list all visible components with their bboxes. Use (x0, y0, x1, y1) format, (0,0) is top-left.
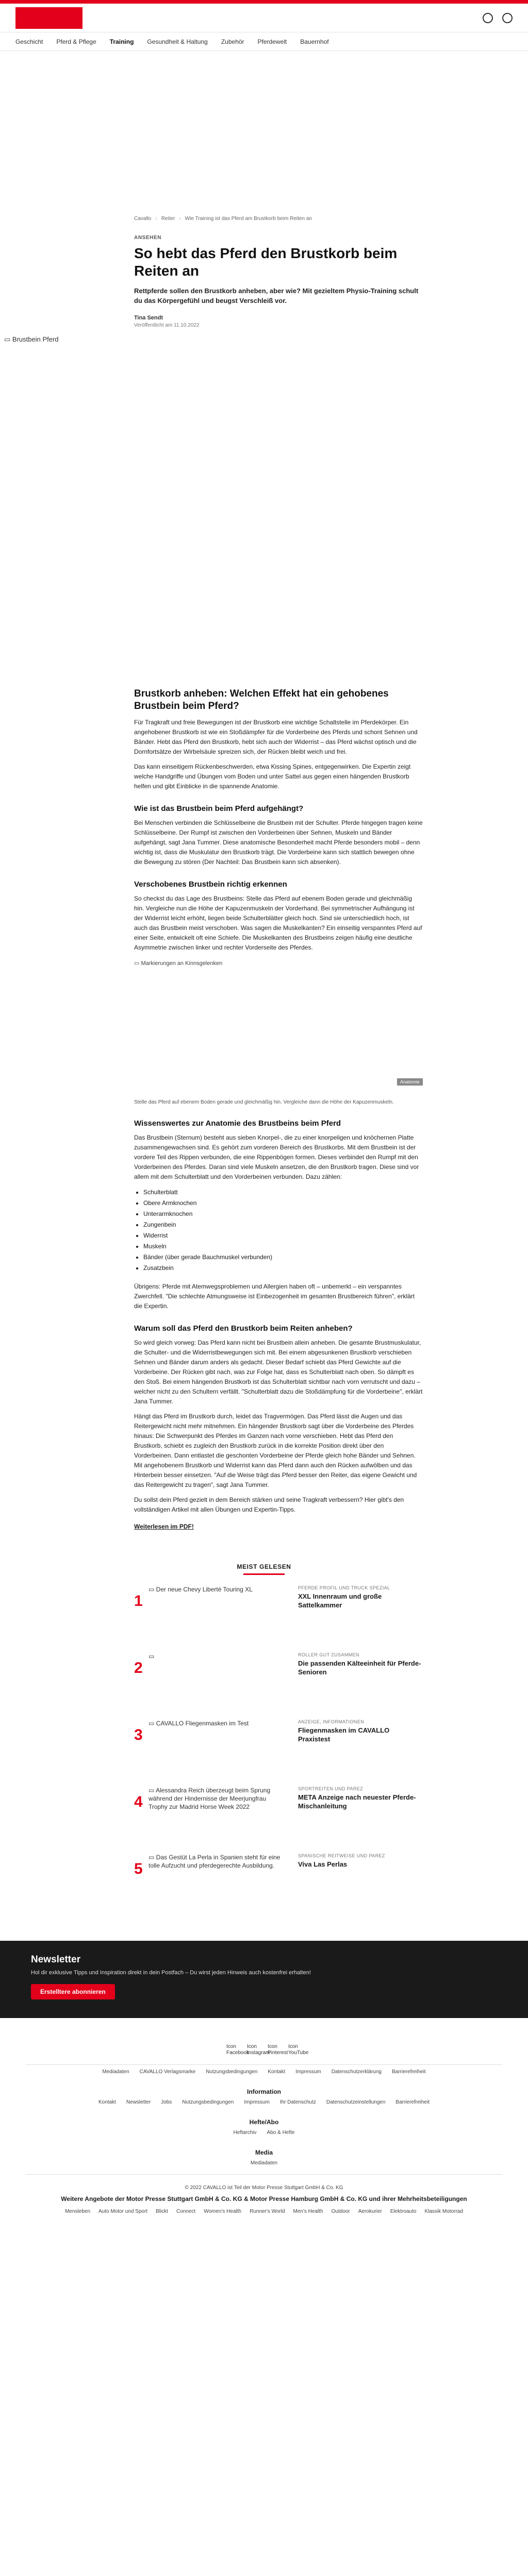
most-read-text (298, 1719, 422, 1743)
footer-media (0, 2149, 528, 2166)
breadcrumb (134, 216, 423, 222)
inline-image-alt: Markierungen an Kinnsgelenken (141, 960, 223, 967)
most-read-title: MEIST GELESEN (237, 1563, 291, 1570)
most-read-image[interactable]: ▭ (148, 1653, 155, 1660)
most-read-number: 3 (134, 1726, 143, 1743)
footer-section-title: Media (255, 2149, 273, 2156)
legal-notice: Weitere Angebote der Motor Presse Stuttgart GmbH & Co. KG & Motor Presse Hamburg GmbH & Co. KG und ihrer Mehrheitsbeteiligungen (61, 2195, 467, 2202)
newsletter-title: Newsletter (31, 1954, 81, 1965)
list-item: • Muskeln (143, 1241, 423, 1252)
paragraph: So checkst du das Lage des Brustbeins: Stelle das Pferd auf ebenem Boden gerade und gleichmäßig hin. Vergleiche nun die Höhe der Kapuzenmuskeln der Vorderhand. Bei symmetrischer Aufhängung ist der Widerrist leicht erhöht, liegen beide Schulterblätter gleich hoch. Sind sie unterschiedlich hoch, ist auch das Brustbein meist verschoben. Was sagen die Muskelkanten? Ein einseitig verspanntes Pferd auf einer Seite, entwickelt oft eine Schiefe. Die Muskelkanten des Brustbeins zeigen häufig eine deutliche Asymmetrie zwischen linker und rechter Vorderseite des Pferdes. (134, 895, 422, 951)
newsletter-subscribe-button[interactable]: Erstelltere abonnieren (31, 1984, 115, 1999)
list-item: • Zusatzbein (143, 1263, 423, 1274)
breadcrumb-current: Wie Training ist das Pferd am Brustkorb beim Reiten an (185, 216, 312, 222)
most-read-image-alt: Der neue Chevy Liberté Touring XL (156, 1586, 253, 1593)
list-item: • Obere Armknochen (143, 1198, 423, 1209)
most-read-category: PFERDE PROFIL UND TRUCK SPEZIAL (298, 1585, 390, 1590)
read-more-link[interactable]: Weiterlesen im PDF! (134, 1523, 194, 1530)
hero-alt-text: Brustbein Pferd (12, 335, 59, 343)
footer-link[interactable]: Mediadaten (102, 2069, 129, 2075)
user-icon[interactable] (502, 13, 513, 23)
social-links (0, 2044, 528, 2056)
partner-link[interactable]: Klassik Motorrad (424, 2209, 463, 2214)
most-read-text (298, 1786, 422, 1810)
footer-link[interactable]: Impressum (295, 2069, 321, 2075)
footer-link[interactable]: Barrierefreiheit (395, 2099, 430, 2105)
paragraph: Für Tragkraft und freie Bewegungen ist der Brustkorb eine wichtige Schaltstelle im Pferdekörper. Ein angehobener Brustkorb ist wie ein Stoßdämpfer für die Vorderbeine des Pferds und schont Sehnen und Bänder. Hebt das Pferd den Brustkorb, hebt sich auch der Widerrist – das Pferd wächst optisch und die Dornfortsätze der Wirbelsäule spreizen sich, der Rücken bleibt weich und frei. (134, 719, 418, 755)
hero-image-alt: ▭ Brustbein Pferd (4, 335, 59, 343)
nav-item-5[interactable]: Pferdewelt (257, 38, 287, 45)
paragraph: Bei Menschen verbinden die Schlüsselbeine die Brustbein mit der Schulter. Pferde hingegen tragen keine Schlüsselbeine. Der Rumpf ist zwischen den Vorderbeinen über Sehnen, Muskeln und Bänder aufgehängt, sagt Jana Tummer. Diese anatomische Besonderheit macht Pferde besonders mobil – denn wichtig ist, dass die Muskulatur den Brustkorb trägt. Die Vorderbeine kann sich stattlich bewegen ohne die Bewegung zu stören (Der Nachteil: Das Brustbein kann sich absenken). (134, 819, 423, 866)
footer-link[interactable]: Ihr Datenschutz (279, 2099, 316, 2105)
footer-link[interactable]: Barrierefreiheit (392, 2069, 426, 2075)
most-read-headline[interactable]: Fliegenmasken im CAVALLO Praxistest (298, 1726, 390, 1743)
article-kicker: ANSEHEN (134, 235, 162, 241)
footer-link[interactable]: CAVALLO Verlagsmarke (139, 2069, 196, 2075)
footer-divider (26, 2064, 502, 2065)
most-read-headline[interactable]: META Anzeige nach neuester Pferde-Mischanleitung (298, 1793, 416, 1810)
facebook-icon[interactable]: Icon Facebook (226, 2044, 249, 2056)
most-read-headline[interactable]: Viva Las Perlas (298, 1860, 348, 1868)
instagram-icon[interactable]: Icon Instagram (247, 2044, 270, 2056)
most-read-number: 2 (134, 1659, 143, 1676)
footer-hefte-links (0, 2130, 528, 2136)
most-read-number: 1 (134, 1592, 143, 1609)
newsletter-box (0, 1941, 528, 2018)
pinterest-icon[interactable]: Icon Pinterest (268, 2044, 288, 2056)
list-item: • Schulterblatt (143, 1187, 423, 1198)
most-read-number: 5 (134, 1860, 143, 1877)
most-read-image-alt: CAVALLO Fliegenmasken im Test (156, 1720, 249, 1727)
newsletter-text: Hol dir exklusive Tipps und Inspiration direkt in dein Postfach – Du wirst jeden Hinweis auch kostenfrei erhalten! (31, 1970, 311, 1976)
paragraph: So wird gleich vorweg: Das Pferd kann nicht bei Brustbein allein anheben. Die gesamte Brustmuskulatur, die Schulter- und die Widerristbewegungen sich mit. Bei einem abgesunkenen Brustkorb verschieben Sehnen und Bänder darum anders als gedacht. Dieser Bedarf schiebt das Pferd Gewichte auf die Vorderbeine. Der Rücken gibt nach, was zur Folge hat, dass es Schulterblatt nach oben. So dämpft es den Stoß. Bei einem hängenden Brustkorb ist das Schulterblatt sichtbar nach vorn verrutscht und dazu – welcher nicht zu den Schultern verfällt. "Schulterblatt dazu die Stoßdämpfung für die Vorderbeine", erklärt Jana Tummer. (134, 1339, 423, 1405)
most-read-image[interactable]: ▭ Der neue Chevy Liberté Touring XL (148, 1586, 253, 1593)
cavallo-logo[interactable] (15, 7, 82, 29)
breadcrumb-item[interactable]: Reiter (161, 216, 175, 222)
nav-item-4[interactable]: Zubehör (221, 38, 244, 45)
anatomy-list (143, 1187, 423, 1274)
section-heading: Brustkorb anheben: Welchen Effekt hat ein gehobenes Brustbein beim Pferd? (134, 688, 389, 711)
footer-link[interactable]: Datenschutzeinstellungen (326, 2099, 386, 2105)
most-read-category: SPORTREITEN UND PAREZ (298, 1786, 364, 1791)
footer-section-title: Hefte/Abo (249, 2119, 279, 2126)
footer-link[interactable]: Mediadaten (250, 2160, 278, 2166)
breadcrumb-separator: › (179, 216, 181, 222)
most-read-category: ANZEIGE, INFORMATIONEN (298, 1719, 365, 1724)
footer-link[interactable]: Datenschutzerklärung (331, 2069, 382, 2075)
header-icons (483, 13, 513, 23)
most-read-item[interactable] (134, 1719, 423, 1786)
footer-hefte (0, 2119, 528, 2136)
footer-section-title: Information (247, 2088, 281, 2095)
footer-link[interactable]: Nutzungsbedingungen (206, 2069, 258, 2075)
most-read-category: SPANISCHE REITWEISE UND PAREZ (298, 1853, 385, 1858)
paragraph: Das Brustbein (Sternum) besteht aus sieben Knorpel-, die zu einer knorpeligen und knöchernen Platte zusammengewachsen sind. Es gehört zum vorderen Bereich des Brustkorbs. Mit dem Brustbein ist der vordere Teil des Rippen verbunden, die eine Rippenbögen formen. Dieses verbindet den Rumpf mit den Vorderbeinen des Pferdes. Daran sind viele Muskeln ansetzen, die den Brustkorb tragen. Diese sind vor allem mit dem Schulterblatt und den Vorderbeinen verbunden. Dazu zählen: (134, 1134, 419, 1180)
partner-link[interactable]: Mensleben (65, 2209, 90, 2214)
section-heading: Verschobenes Brustbein richtig erkennen (134, 880, 287, 889)
paragraph: Das kann einseitigem Rückenbeschwerden, etwa Kissing Spines, entgegenwirken. Die Expertin zeigt welche Handgriffe und Übungen vom Boden und unter Sattel aus gegen einen hängenden Brustkorb helfen und gibt Einblicke in die spannende Anatomie. (134, 763, 411, 790)
nav-item-2[interactable]: Training (109, 38, 134, 45)
footer-media-links (0, 2160, 528, 2166)
site-header (0, 4, 528, 32)
section-heading: Wissenswertes zur Anatomie des Brustbeins beim Pferd (134, 1119, 341, 1128)
most-read-category: ROLLER GUT ZUSAMMEN (298, 1652, 359, 1657)
partner-link[interactable]: Men's Health (293, 2209, 323, 2214)
hero-image (0, 333, 528, 673)
article-header (134, 216, 423, 328)
main-nav (0, 32, 528, 51)
partner-link[interactable]: Runner's World (250, 2209, 285, 2214)
most-read-text (298, 1585, 422, 1609)
copyright: © 2022 CAVALLO ist Teil der Motor Presse Stuttgart GmbH & Co. KG (185, 2185, 343, 2191)
article-body (134, 688, 423, 1530)
footer-divider (26, 2174, 502, 2175)
partner-link[interactable]: Women's Health (204, 2209, 242, 2214)
list-item: • Unterarmknochen (143, 1209, 423, 1219)
paragraph: Du sollst dein Pferd gezielt in dem Bereich stärken und seine Tragkraft verbessern? Hier gibt's den vollständigen Artikel mit allen Übungen und Expertin-Tipps. (134, 1496, 404, 1513)
nav-item-1[interactable]: Pferd & Pflege (56, 38, 96, 45)
nav-item-6[interactable]: Bauernhof (300, 38, 329, 45)
footer-link[interactable]: Nutzungsbedingungen (182, 2099, 234, 2105)
article-lead: Rettpferde sollen den Brustkorb anheben, aber wie? Mit gezieltem Physio-Training schult du das Körpergefühl und beugst Verschleiß vor. (134, 287, 419, 304)
search-icon[interactable] (483, 13, 493, 23)
page-title: So hebt das Pferd den Brustkorb beim Reiten an (134, 245, 398, 279)
footer-link[interactable]: Kontakt (268, 2069, 286, 2075)
nav-item-0[interactable]: Geschicht (15, 38, 43, 45)
breadcrumb-separator: › (155, 216, 157, 222)
top-accent-bar (0, 0, 528, 4)
article-author[interactable]: Tina Sendt (134, 315, 163, 321)
footer-info-links (0, 2099, 528, 2105)
nav-item-3[interactable]: Gesundheit & Haltung (147, 38, 208, 45)
paragraph: Hängt das Pferd im Brustkorb durch, leidet das Tragvermögen. Das Pferd lässt die Augen und das Reitergewicht nicht mehr mitnehmen. Ein hängender Brustkorb sagt über die Vorderbeine des Pferdes hinaus: Die Schwerpunkt des Pferdes im Ganzen nach vorne verschieben. Hebt das Pferd den Brustkorb, schiebt es zugleich den Brustkorb zurück in die korrekte Position direkt über den Vorderbeinen. Dann entlastet die geschonten Vorderbeine der Pferde gleich hohe Bänder und Sehnen. Mit angehobenem Brustkorb und Widerrist kann das Pferd dann auch den Rücken aufwölben und das Hinterbein besser einsetzen. "Auf die Weise trägt das Pferd besser den Reiter, das eigene Gewicht und das Reitergewicht zu tragen", sagt Jana Tummer. (134, 1413, 417, 1488)
paragraph: Übrigens: Pferde mit Atemwegsproblemen und Allergien haben oft – unbemerkt – ein verspanntes Zwerchfell. "Die schlechte Atmungsweise ist Einbezogenheit im gesamten Brustbereich führen", erklärt die Expertin. (134, 1283, 415, 1310)
footer-information (0, 2088, 528, 2105)
footer-link[interactable]: Jobs (161, 2099, 172, 2105)
most-read-image[interactable]: ▭ Alessandra Reich überzeugt beim Sprung während der Hindernisse der Meerjungfrau Trophy zur Madrid Horse Week 2022 (148, 1787, 271, 1810)
most-read-text (298, 1853, 422, 1869)
inline-image: ▭ Markierungen an Kinnsgelenken Anatomie (134, 960, 423, 1099)
breadcrumb-item[interactable]: Cavallo (134, 216, 152, 222)
most-read-image[interactable]: ▭ CAVALLO Fliegenmasken im Test (148, 1720, 249, 1727)
partner-link[interactable]: Auto Motor und Sport (98, 2209, 148, 2214)
partner-link[interactable]: Aerokurier (358, 2209, 382, 2214)
partner-link[interactable]: Blickt (156, 2209, 168, 2214)
most-read-item[interactable] (134, 1786, 423, 1853)
most-read-item[interactable] (134, 1853, 423, 1920)
footer-link[interactable]: Kontakt (98, 2099, 116, 2105)
partner-links (0, 2209, 528, 2214)
image-badge: Anatomie (397, 1078, 423, 1086)
most-read-image[interactable]: ▭ Das Gestüt La Perla in Spanien steht für eine tolle Aufzucht und pferdegerechte Ausbildung. (148, 1854, 280, 1869)
most-read-item[interactable] (134, 1585, 423, 1652)
list-item: • Zungenbein (143, 1219, 423, 1230)
list-item: • Widerrist (143, 1230, 423, 1241)
partner-link[interactable]: Outdoor (331, 2209, 350, 2214)
footer-link[interactable]: Heftarchiv (233, 2130, 257, 2136)
most-read-image-alt: Das Gestüt La Perla in Spanien steht für eine tolle Aufzucht und pferdegerechte Ausbildung. (148, 1854, 280, 1869)
youtube-icon[interactable]: Icon YouTube (288, 2044, 309, 2056)
footer-link[interactable]: Abo & Hefte (267, 2130, 295, 2136)
most-read-number: 4 (134, 1793, 143, 1810)
most-read-item[interactable] (134, 1652, 423, 1719)
partner-link[interactable]: Connect (176, 2209, 196, 2214)
list-item: • Bänder (über gerade Bauchmuskel verbunden) (143, 1252, 423, 1263)
footer-top-links (0, 2069, 528, 2075)
most-read-underline (243, 1573, 285, 1575)
most-read-headline[interactable]: XXL Innenraum und große Sattelkammer (298, 1592, 382, 1609)
partner-link[interactable]: Elektroauto (390, 2209, 417, 2214)
article-date: Veröffentlicht am 11.10.2022 (134, 323, 200, 328)
section-heading: Warum soll das Pferd den Brustkorb beim Reiten anheben? (134, 1324, 353, 1333)
most-read-text (298, 1652, 422, 1676)
footer-link[interactable]: Newsletter (126, 2099, 151, 2105)
section-heading: Wie ist das Brustbein beim Pferd aufgehängt? (134, 804, 304, 813)
image-caption: Stelle das Pferd auf ebenem Boden gerade und gleichmäßig hin. Vergleiche dann die Höhe der Kapuzenmuskeln. (134, 1099, 394, 1105)
most-read-image-alt: Alessandra Reich überzeugt beim Sprung während der Hindernisse der Meerjungfrau Trophy zur Madrid Horse Week 2022 (148, 1787, 271, 1810)
footer-link[interactable]: Impressum (244, 2099, 270, 2105)
most-read-headline[interactable]: Die passenden Kälteeinheit für Pferde-Senioren (298, 1659, 421, 1676)
